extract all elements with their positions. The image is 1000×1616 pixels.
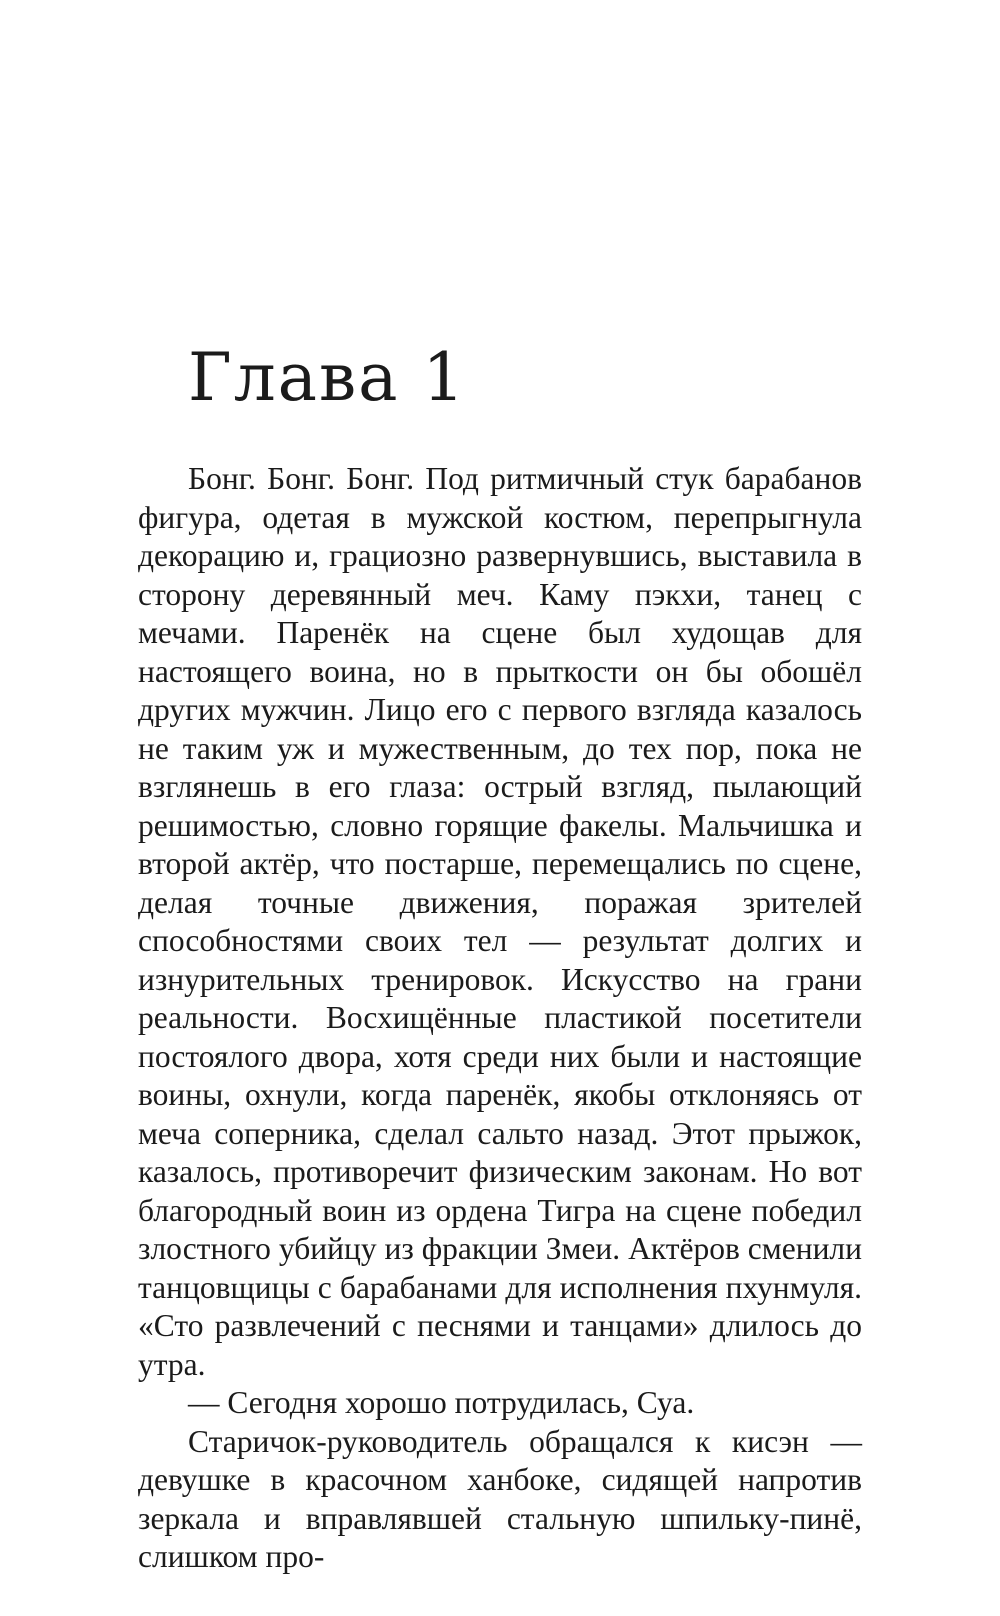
paragraph-narration: Старичок-руководитель обращался к кисэн — девушке в красочном ханбоке, сидящей напротив зеркала и вправлявшей стальную шпильку-пинё, слишком про- (138, 1423, 862, 1574)
chapter-title: Глава 1 (188, 339, 467, 416)
paragraph-opening: Бонг. Бонг. Бонг. Под ритмичный стук барабанов фигура, одетая в мужской костюм, перепрыгнула декорацию и, грациозно развернувшись, выставила в сторону деревянный меч. Каму пэкхи, танец с мечами. Паренёк на сцене был худощав для настоящего воина, но в прыткости он бы обошёл других мужчин. Лицо его с первого взгляда казалось не таким уж и мужественным, до тех пор, пока не взглянешь в его глаза: острый взгляд, пылающий решимостью, словно горящие факелы. Мальчишка и второй актёр, что постарше, перемещались по сцене, делая точные движения, поражая зрителей способностями своих тел — результат долгих и изнурительных тренировок. Искусство на грани реальности. Восхищённые пластикой посетители постоялого двора, хотя среди них были и настоящие воины, охнули, когда паренёк, якобы отклоняясь от меча соперника, сделал сальто назад. Этот прыжок, казалось, противоречит физическим законам. Но вот благородный воин из ордена Тигра на сцене победил злостного убийцу из фракции Змеи. Актёров сменили танцовщицы с барабанами для исполнения пхунмуля. «Сто развлечений с песнями и танцами» длилось до утра. (138, 461, 862, 1382)
chapter-body (138, 460, 862, 1577)
paragraph-dialogue: — Сегодня хорошо потрудилась, Суа. (188, 1385, 695, 1420)
